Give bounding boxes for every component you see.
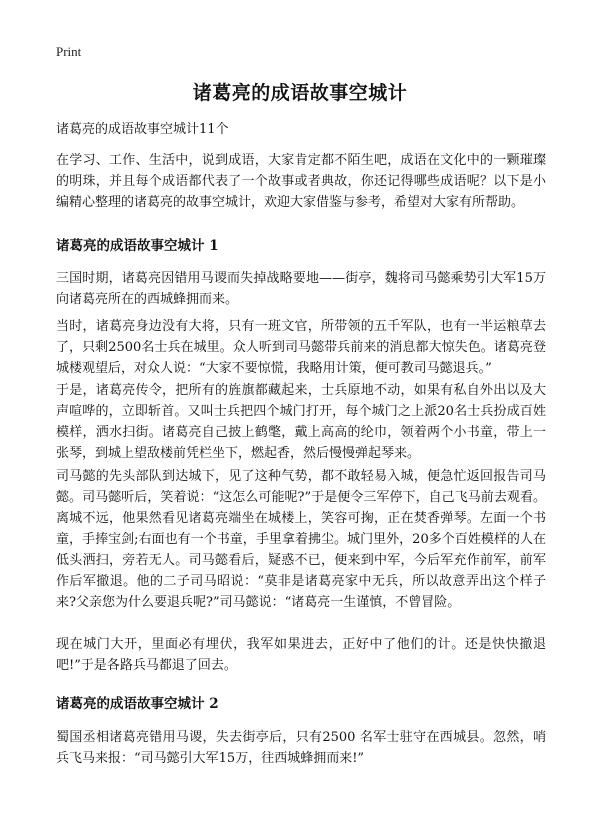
section-1-paragraph-4: 司马懿的先头部队到达城下，见了这种气势，都不敢轻易入城，便急忙返回报告司马懿。司马懿听后，笑着说：“这怎么可能呢?”于是便令三军停下，自己飞马前去观看。离城不远，他果然看见诸葛亮端坐在城楼上，笑容可掬，正在焚香弹琴。左面一个书童，手捧宝剑;右面也有一个书童，手里拿着拂尘。城门里外，20多个百姓模样的人在低头洒扫，旁若无人。司马懿看后，疑惑不已，便来到中军，今后军充作前军，前军作后军撤退。他的二子司马昭说：“莫非是诸葛亮家中无兵，所以故意弄出这个样子来?父亲您为什么要退兵呢?”司马懿说：“诸葛亮一生谨慎，不曾冒险。: [56, 469, 546, 610]
section-1-paragraph-2: 当时，诸葛亮身边没有大将，只有一班文官，所带领的五千军队，也有一半运粮草去了，只剩2500名士兵在城里。众人听到司马懿带兵前来的消息都大惊失色。诸葛亮登城楼观望后，对众人说：“大家不要惊慌，我略用计策，便可教司马懿退兵。”: [56, 319, 546, 376]
section-1-paragraph-3: 于是，诸葛亮传令，把所有的旌旗都藏起来，士兵原地不动，如果有私自外出以及大声喧哗的，立即斩首。又叫士兵把四个城门打开，每个城门之上派20名士兵扮成百姓模样，洒水扫街。诸葛亮自己披上鹤氅，戴上高高的纶巾，领着两个小书童，带上一张琴，到城上望敌楼前凭栏坐下，燃起香，然后慢慢弹起琴来。: [56, 383, 546, 461]
print-link[interactable]: Print: [56, 44, 82, 59]
intro-paragraph: 在学习、工作、生活中，说到成语，大家肯定都不陌生吧，成语在文化中的一颗璀璨的明珠，并且每个成语都代表了一个故事或者典故，你还记得哪些成语呢？以下是小编精心整理的诸葛亮的故事空城计，欢迎大家借鉴与参考，希望对大家有所帮助。: [56, 153, 546, 210]
page-title: 诸葛亮的成语故事空城计: [192, 82, 408, 104]
section-1-heading: 诸葛亮的成语故事空城计 1: [56, 238, 219, 254]
section-1-paragraph-1: 三国时期，诸葛亮因错用马谡而失掉战略要地——街亭，魏将司马懿乘势引大军15万向诸葛亮所在的西城蜂拥而来。: [56, 271, 546, 307]
section-2-paragraph-1: 蜀国丞相诸葛亮错用马谡，失去街亭后，只有2500 名军士驻守在西城县。忽然，哨兵飞马来报：“司马懿引大军15万，往西城蜂拥而来!”: [56, 730, 546, 766]
section-2-heading: 诸葛亮的成语故事空城计 2: [56, 696, 219, 712]
page-subtitle: 诸葛亮的成语故事空城计11个: [56, 122, 229, 137]
section-1-paragraph-5: 现在城门大开，里面必有埋伏，我军如果进去，正好中了他们的计。还是快快撤退吧!”于是各路兵马都退了回去。: [56, 637, 546, 673]
